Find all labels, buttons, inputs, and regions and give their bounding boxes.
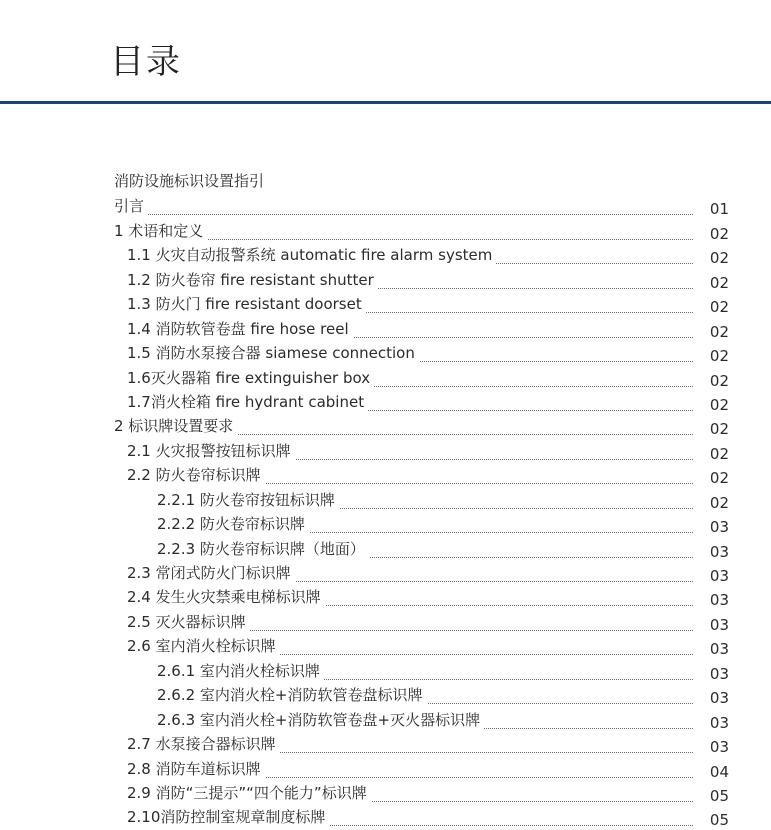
toc-entry[interactable] <box>0 757 771 781</box>
toc-entry[interactable] <box>0 537 771 561</box>
toc-entry-label: 1.4 消防软管卷盘 fire hose reel <box>127 318 353 339</box>
toc-entry-page: 03 <box>709 738 729 757</box>
toc-entry-page: 02 <box>709 273 729 292</box>
toc-entry-label: 2.2.3 防火卷帘标识牌（地面） <box>157 538 369 559</box>
toc-entry-page: 03 <box>709 567 729 585</box>
toc-entry-label: 1.5 消防水泵接合器 siamese connection <box>127 342 419 363</box>
toc-entry-page: 03 <box>709 615 729 634</box>
toc-entry-page: 03 <box>709 518 729 537</box>
toc-entry-page: 01 <box>709 200 729 219</box>
toc-entry-label: 2.2.2 防火卷帘标识牌 <box>157 513 309 534</box>
toc-entry[interactable] <box>0 782 771 806</box>
toc-entry-label: 1.2 防火卷帘 fire resistant shutter <box>127 269 378 290</box>
toc-entry-page: 02 <box>709 298 729 317</box>
toc-entry[interactable] <box>0 635 771 659</box>
toc-entry[interactable] <box>0 268 771 292</box>
toc-entry-label: 2.6.2 室内消火栓+消防软管卷盘标识牌 <box>157 684 427 705</box>
toc-entry[interactable] <box>0 562 771 586</box>
toc-entry-label: 1.6灭火器箱 fire extinguisher box <box>127 367 374 388</box>
toc-entry[interactable] <box>0 293 771 317</box>
toc-entry-page: 03 <box>709 591 729 610</box>
toc-entry-label: 2.3 常闭式防火门标识牌 <box>127 562 295 583</box>
toc-heading: 消防设施标识设置指引 <box>114 172 265 190</box>
toc-entry-page: 03 <box>709 713 729 732</box>
toc-entry[interactable] <box>0 219 771 243</box>
toc-entry-label: 2.6.3 室内消火栓+消防软管卷盘+灭火器标识牌 <box>157 709 484 730</box>
toc-entry[interactable] <box>0 342 771 366</box>
toc-entry[interactable] <box>0 586 771 610</box>
toc-entry-page: 02 <box>709 322 729 341</box>
toc-entry-label: 引言 <box>114 195 148 216</box>
toc-entry[interactable] <box>0 610 771 634</box>
toc-entry-label: 2.6 室内消火栓标识牌 <box>127 635 280 656</box>
toc-entry[interactable] <box>0 195 771 219</box>
toc-entry-page: 02 <box>709 347 729 366</box>
toc-entry-page: 02 <box>709 444 729 463</box>
toc-entry[interactable] <box>0 415 771 439</box>
toc-entry[interactable] <box>0 684 771 708</box>
toc-entry-label: 1.1 火灾自动报警系统 automatic fire alarm system <box>127 244 496 265</box>
toc-entry[interactable] <box>0 488 771 512</box>
toc-entry-page: 02 <box>709 249 729 268</box>
toc-entry[interactable] <box>0 708 771 732</box>
toc-entry-page: 05 <box>709 811 729 830</box>
toc-entry-label: 2.10消防控制室规章制度标牌 <box>127 806 329 827</box>
toc-entry[interactable] <box>0 317 771 341</box>
toc-entry-page: 03 <box>709 640 729 659</box>
toc-entry-page: 03 <box>709 542 729 561</box>
toc-entry[interactable] <box>0 244 771 268</box>
toc-entry[interactable] <box>0 659 771 683</box>
toc-entry[interactable] <box>0 464 771 488</box>
toc-entry-label: 1.7消火栓箱 fire hydrant cabinet <box>127 391 368 412</box>
toc-entry-label: 2.1 火灾报警按钮标识牌 <box>127 440 295 461</box>
toc-entry-page: 05 <box>709 786 729 805</box>
toc-entry-page: 02 <box>709 395 729 414</box>
toc-entry-page: 02 <box>709 224 729 243</box>
toc-entry[interactable] <box>0 806 771 830</box>
toc-entry-label: 2.6.1 室内消火栓标识牌 <box>157 660 324 681</box>
toc-entry-label: 2.4 发生火灾禁乘电梯标识牌 <box>127 586 325 607</box>
toc-entry-label: 2.7 水泵接合器标识牌 <box>127 733 280 754</box>
toc-entry-page: 03 <box>709 664 729 683</box>
toc-entry-label: 1.3 防火门 fire resistant doorset <box>127 293 366 314</box>
toc-entry[interactable] <box>0 366 771 390</box>
toc-entry-label: 1 术语和定义 <box>114 220 207 241</box>
toc-entry[interactable] <box>0 513 771 537</box>
dot-leader <box>114 204 693 215</box>
table-of-contents <box>0 195 771 830</box>
toc-entry[interactable] <box>0 439 771 463</box>
toc-entry-page: 02 <box>709 493 729 512</box>
toc-entry-label: 2.5 灭火器标识牌 <box>127 611 250 632</box>
toc-entry-label: 2.2.1 防火卷帘按钮标识牌 <box>157 489 339 510</box>
title-divider <box>0 101 771 104</box>
toc-entry-label: 2.2 防火卷帘标识牌 <box>127 464 265 485</box>
toc-entry-page: 04 <box>709 762 729 781</box>
toc-entry-label: 2 标识牌设置要求 <box>114 415 237 436</box>
toc-entry-page: 03 <box>709 689 729 708</box>
toc-entry[interactable] <box>0 733 771 757</box>
toc-entry[interactable] <box>0 391 771 415</box>
toc-entry-label: 2.9 消防“三提示”“四个能力”标识牌 <box>127 782 371 803</box>
toc-entry-page: 02 <box>709 420 729 439</box>
toc-entry-label: 2.8 消防车道标识牌 <box>127 758 265 779</box>
toc-entry-page: 02 <box>709 469 729 488</box>
toc-entry-page: 02 <box>709 371 729 390</box>
page-title: 目录 <box>110 42 182 82</box>
